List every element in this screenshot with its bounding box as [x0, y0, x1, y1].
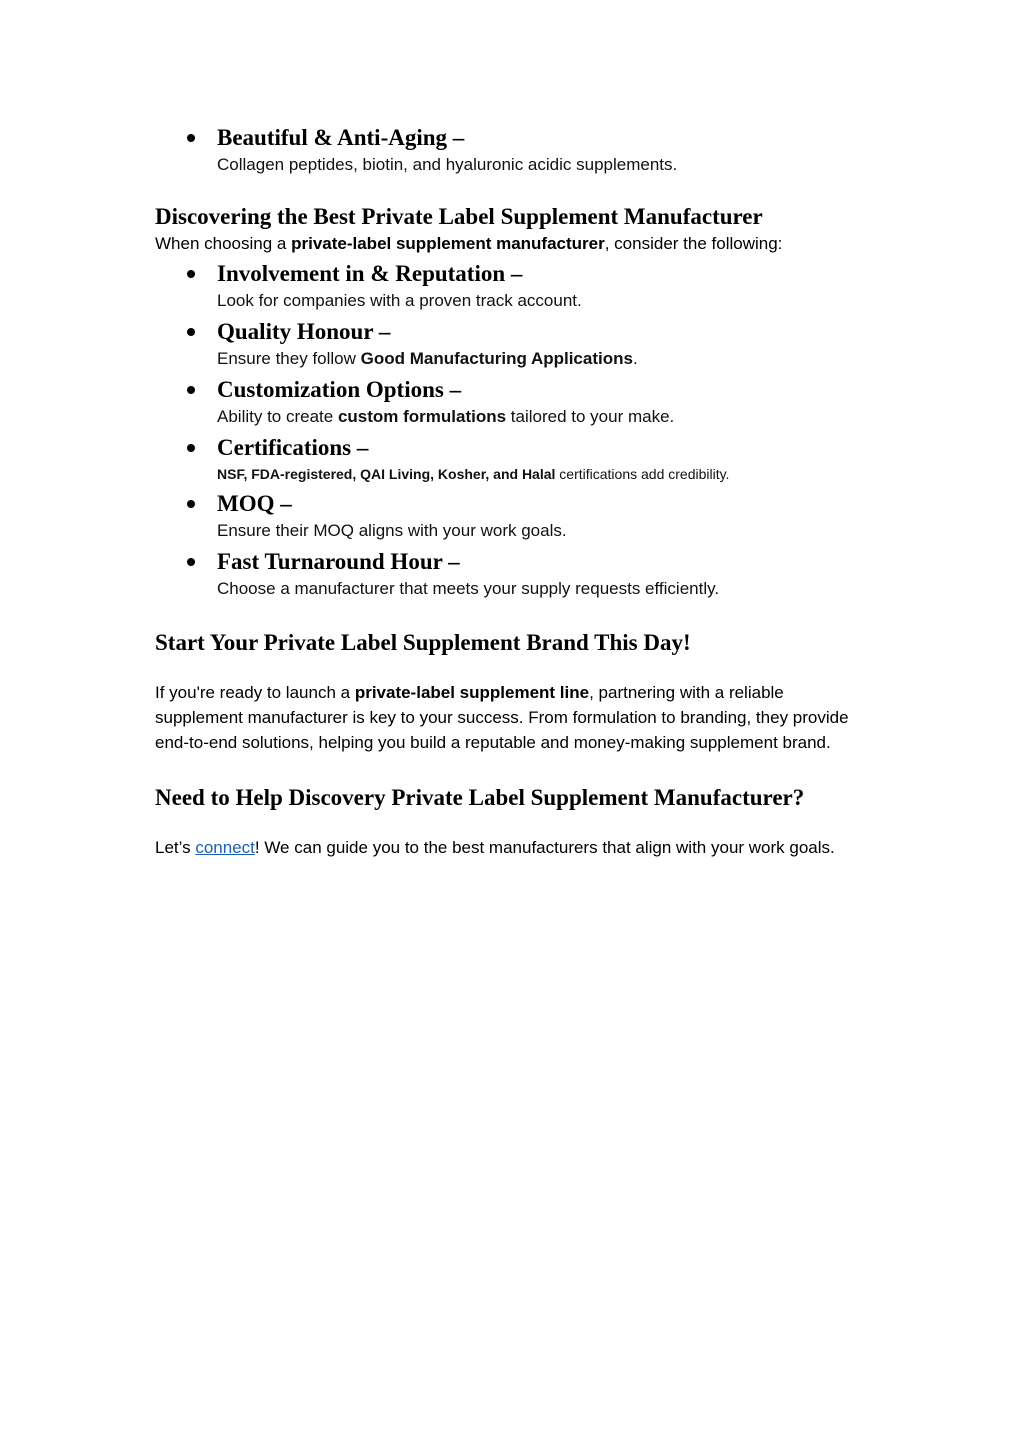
item-title: Quality Honour – — [217, 319, 391, 344]
connect-link[interactable]: connect — [195, 838, 255, 857]
intro-bold-text: private-label supplement manufacturer — [291, 234, 605, 253]
bullet-icon — [187, 134, 195, 142]
list-item — [155, 122, 875, 176]
item-description: Choose a manufacturer that meets your supply requests efficiently. — [217, 579, 720, 598]
item-title: Involvement in & Reputation – — [217, 261, 523, 286]
bullet-icon — [187, 328, 195, 336]
bullet-icon — [187, 500, 195, 508]
para-text: If you're ready to launch a — [155, 683, 355, 702]
section-heading-start: Start Your Private Label Supplement Brand This Day! — [155, 630, 691, 655]
desc-bold-text: Good Manufacturing Applications — [360, 349, 633, 368]
list-item — [155, 316, 875, 370]
item-title: Certifications – — [217, 435, 369, 460]
desc-bold-text: NSF, FDA-registered, QAI Living, Kosher, and Halal — [217, 466, 556, 482]
item-title: Fast Turnaround Hour – — [217, 549, 460, 574]
item-description: Look for companies with a proven track account. — [217, 291, 582, 310]
bullet-icon — [187, 558, 195, 566]
item-title: Beautiful & Anti-Aging – — [217, 125, 465, 150]
desc-text-end: tailored to your make. — [506, 407, 675, 426]
desc-text: Ensure they follow — [217, 349, 361, 368]
section-heading-help: Need to Help Discovery Private Label Supplement Manufacturer? — [155, 785, 805, 810]
intro-text-end: , consider the following: — [604, 234, 783, 253]
bullet-icon — [187, 444, 195, 452]
list-item — [155, 258, 875, 312]
para-text-end: ! We can guide you to the best manufacturers that align with your work goals. — [254, 838, 835, 857]
desc-text-end: . — [632, 349, 638, 368]
list-item — [155, 488, 875, 542]
list-item — [155, 546, 875, 600]
section-paragraph-start — [155, 680, 875, 755]
section-paragraph-help — [155, 835, 875, 860]
section-intro — [155, 232, 875, 256]
item-description — [217, 464, 875, 484]
item-description: Ensure their MOQ aligns with your work goals. — [217, 521, 567, 540]
desc-text-end: certifications add credibility. — [555, 466, 730, 482]
intro-text: When choosing a — [155, 234, 292, 253]
desc-text: Ability to create — [217, 407, 338, 426]
section-heading-discover: Discovering the Best Private Label Supplement Manufacturer — [155, 204, 763, 229]
bullet-icon — [187, 270, 195, 278]
para-text: Let’s — [155, 838, 196, 857]
item-title: MOQ – — [217, 491, 292, 516]
item-title: Customization Options – — [217, 377, 462, 402]
para-bold-text: private-label supplement line — [354, 683, 590, 702]
list-item — [155, 432, 875, 484]
criteria-bullet-list — [155, 258, 875, 600]
desc-bold-text: custom formulations — [337, 407, 507, 426]
top-bullet-list — [155, 122, 875, 176]
document-page — [155, 122, 875, 860]
para-text-end: , partnering with a reliable supplement manufacturer is key to your success. From formulation to branding, they provide end-to-end solutions, helping you build a reputable and money-making supplement brand. — [155, 683, 849, 752]
bullet-icon — [187, 386, 195, 394]
item-description — [217, 406, 875, 428]
list-item — [155, 374, 875, 428]
item-description: Collagen peptides, biotin, and hyaluronic acidic supplements. — [217, 155, 678, 174]
item-description — [217, 348, 875, 370]
